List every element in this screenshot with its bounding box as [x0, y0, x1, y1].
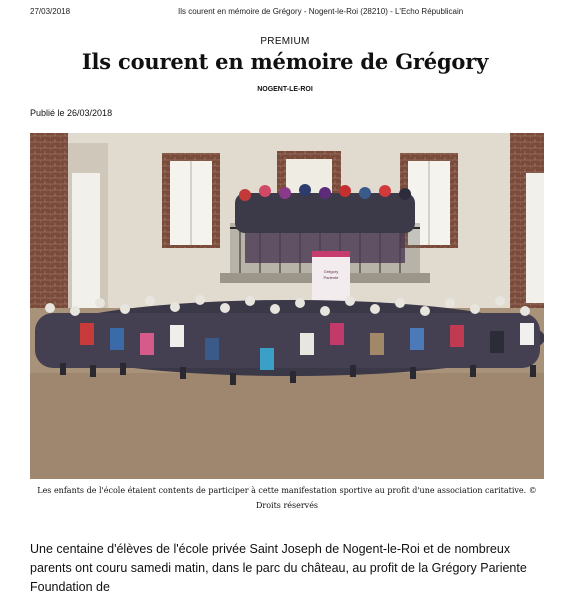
article-location[interactable]: NOGENT-LE-ROI	[257, 86, 313, 93]
svg-text:Pariente: Pariente	[323, 275, 339, 280]
print-header	[0, 7, 570, 21]
print-page-title: Ils courent en mémoire de Grégory - Nogent-le-Roi (28210) - L'Echo Républicain	[178, 7, 464, 16]
svg-text:Grégory: Grégory	[323, 269, 339, 274]
premium-kicker: PREMIUM	[260, 36, 310, 47]
article-photo[interactable]	[30, 133, 544, 479]
photo-caption: Les enfants de l'école étaient contents de participer à cette manifestation sportive au profit d'une association caritative. © Droits réservés	[37, 486, 537, 510]
publish-date: Publié le 26/03/2018	[30, 108, 113, 118]
article-body: Une centaine d'élèves de l'école privée Saint Joseph de Nogent-le-Roi et de nombreux parents ont couru samedi matin, dans le parc du château, au profit de la Grégory Pariente Foundation de	[30, 542, 527, 594]
print-date: 27/03/2018	[30, 7, 71, 16]
group-photo-illustration	[30, 133, 544, 479]
article-headline: Ils courent en mémoire de Grégory	[81, 49, 489, 74]
